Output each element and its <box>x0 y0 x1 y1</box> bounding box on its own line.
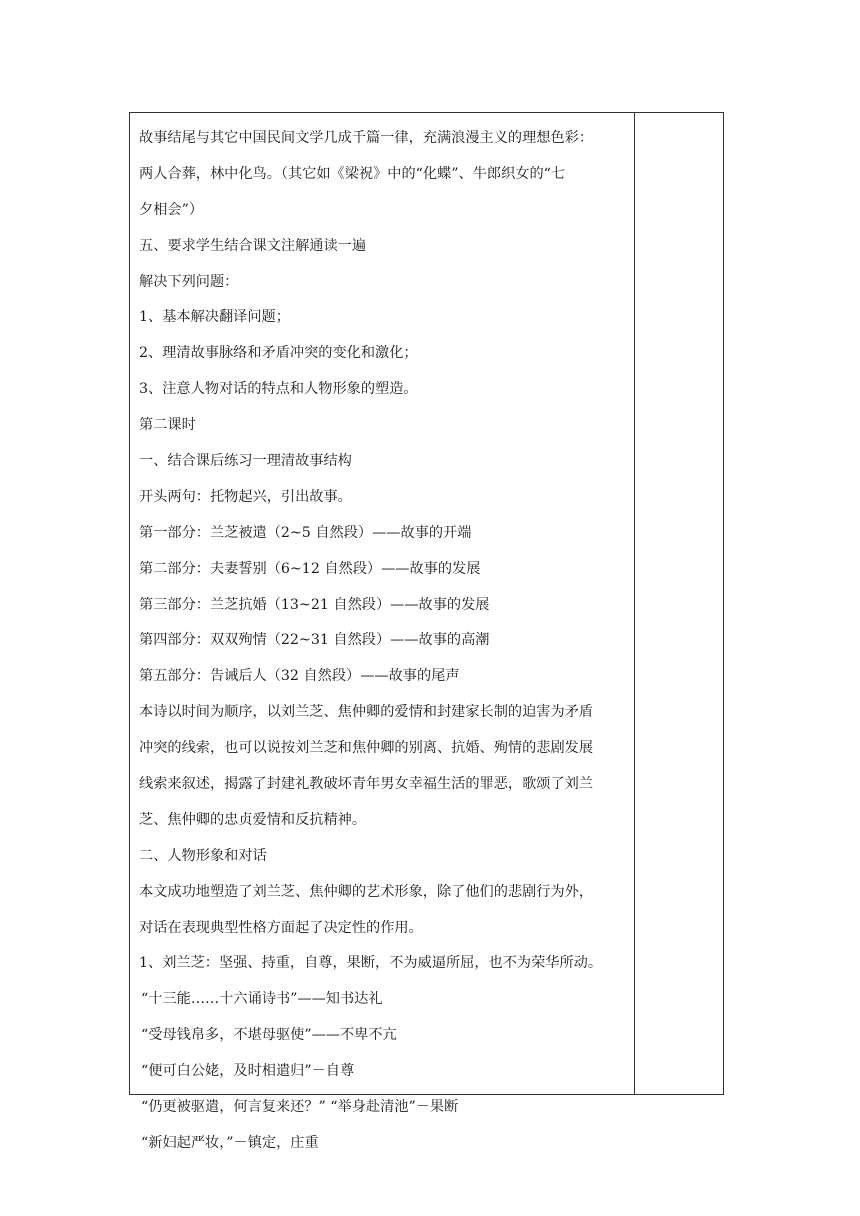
text-line: 对话在表现典型性格方面起了决定性的作用。 <box>139 919 423 936</box>
structure-item: 第五部分：告诫后人（32 自然段）——故事的尾声 <box>139 668 460 685</box>
lesson-plan-table <box>129 112 724 1151</box>
quote-line: “便可白公姥，及时相遣归”－自尊 <box>141 1063 355 1080</box>
section-heading: 二、人物形象和对话 <box>139 847 267 864</box>
text-line: 本诗以时间为顺序，以刘兰芝、焦仲卿的爱情和封建家长制的迫害为矛盾 <box>139 704 594 721</box>
text-line: 夕相会”） <box>139 201 204 218</box>
list-item: 2、理清故事脉络和矛盾冲突的变化和激化； <box>139 345 418 362</box>
list-item: 3、注意人物对话的特点和人物形象的塑造。 <box>139 381 418 398</box>
text-line: 故事结尾与其它中国民间文学几成千篇一律，充满浪漫主义的理想色彩： <box>139 130 594 146</box>
section-heading: 一、结合课后练习一理清故事结构 <box>139 453 352 470</box>
quote-line: “受母钱帛多，不堪母驱使”——不卑不亢 <box>141 1027 397 1044</box>
structure-item: 第一部分：兰芝被遣（2~5 自然段）——故事的开端 <box>139 524 472 541</box>
structure-item: 第四部分：双双殉情（22~31 自然段）——故事的高潮 <box>139 632 490 649</box>
text-line: 冲突的线索，也可以说按刘兰芝和焦仲卿的别离、抗婚、殉情的悲剧发展 <box>139 740 594 757</box>
quote-line: “十三能……十六诵诗书”——知书达礼 <box>141 991 383 1008</box>
quote-line: “仍更被驱遣，何言复来还？” “举身赴清池”－果断 <box>141 1099 459 1116</box>
text-line: 开头两句：托物起兴，引出故事。 <box>139 488 352 505</box>
section-heading: 五、要求学生结合课文注解通读一遍 <box>139 237 367 254</box>
text-line: 解决下列问题： <box>139 273 239 290</box>
quote-line: “新妇起严妆，”－镇定，庄重 <box>141 1134 319 1151</box>
lesson-heading: 第二课时 <box>139 417 196 434</box>
text-line: 本文成功地塑造了刘兰芝、焦仲卿的艺术形象，除了他们的悲剧行为外， <box>139 883 594 900</box>
text-line: 两人合葬，林中化鸟。（其它如《梁祝》中的“化蝶”、牛郎织女的“七 <box>139 165 566 182</box>
notes-column <box>635 113 723 1094</box>
structure-item: 第二部分：夫妻誓别（6~12 自然段）——故事的发展 <box>139 560 481 577</box>
character-item: 1、刘兰芝：坚强、持重，自尊，果断，不为威逼所屈，也不为荣华所动。 <box>139 955 603 972</box>
content-column <box>130 113 635 1151</box>
list-item: 1、基本解决翻译问题； <box>139 309 290 326</box>
text-line: 线索来叙述，揭露了封建礼教破坏青年男女幸福生活的罪恶，歌颂了刘兰 <box>139 776 594 793</box>
text-line: 芝、焦仲卿的忠贞爱情和反抗精神。 <box>139 811 367 828</box>
structure-item: 第三部分：兰芝抗婚（13~21 自然段）——故事的发展 <box>139 596 490 613</box>
